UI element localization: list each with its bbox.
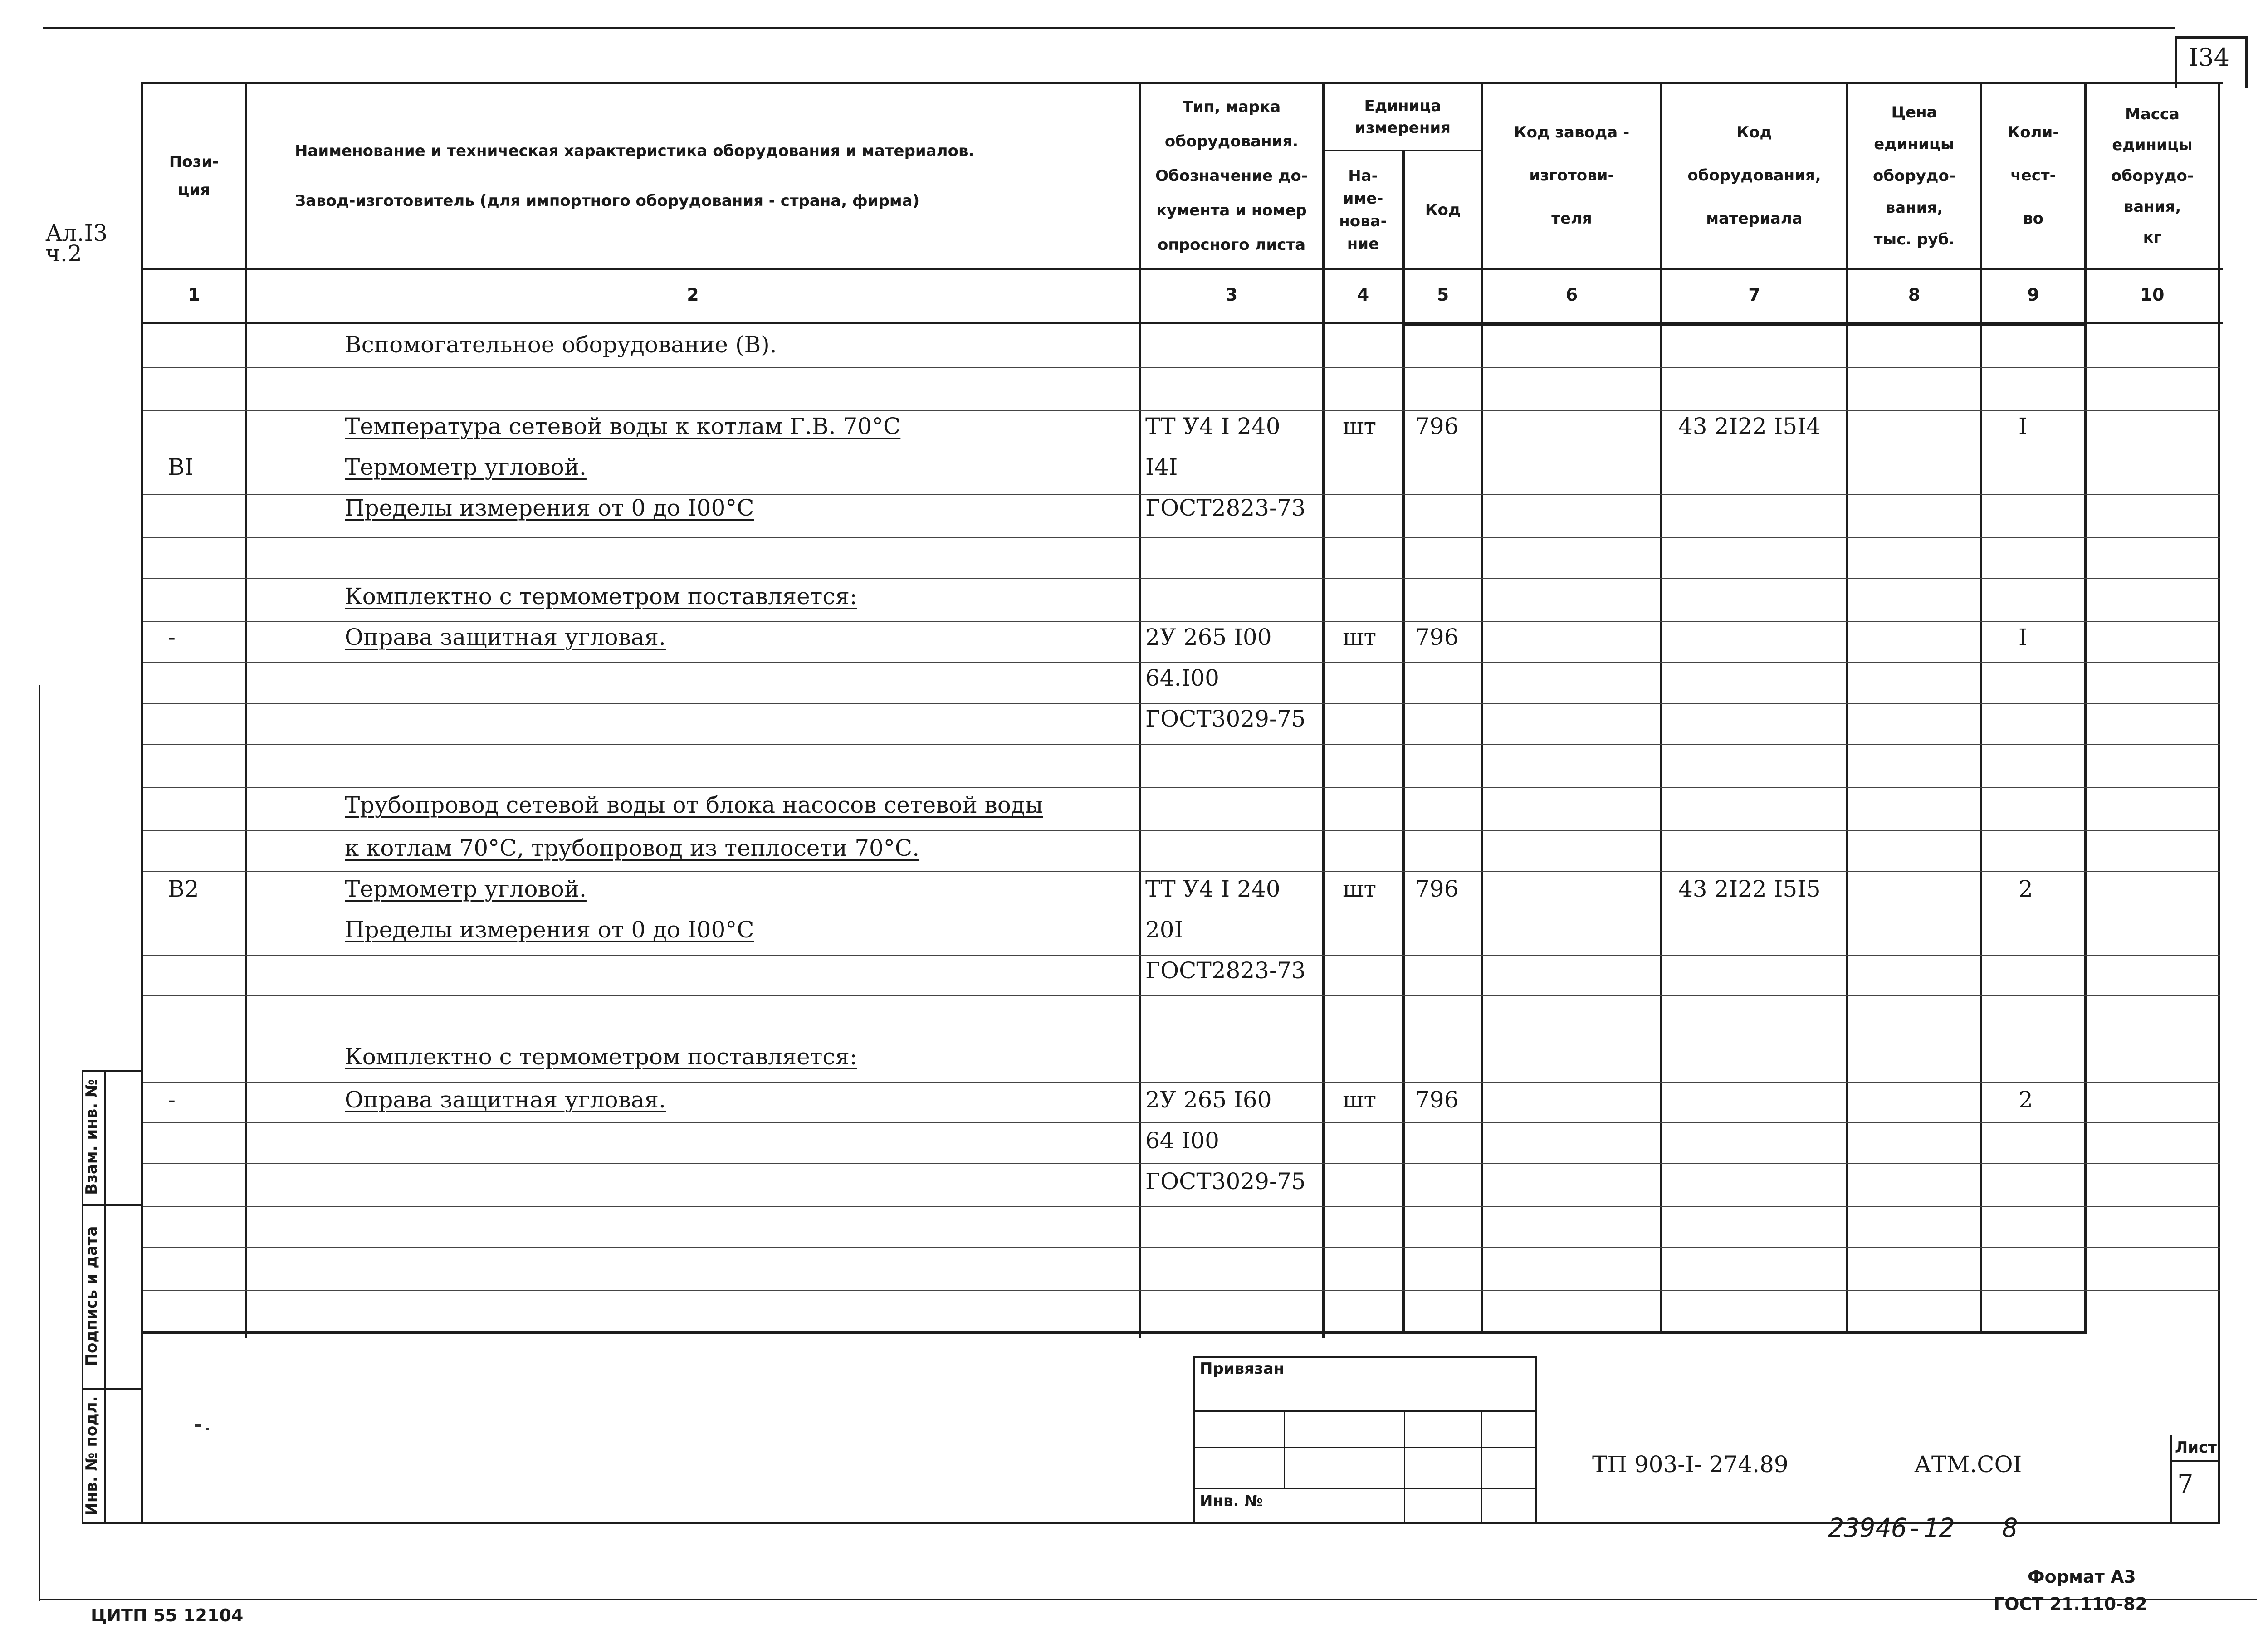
header-unit-code: Код — [1425, 200, 1461, 219]
row-separator — [143, 1082, 2220, 1083]
name-cell: Термометр угловой. — [345, 876, 587, 902]
quantity-cell: 2 — [2019, 1087, 2033, 1113]
doc-code: ТП 903-I- 274.89 — [1592, 1451, 1789, 1478]
equipment-code-cell: 43 2I22 I5I5 — [1678, 876, 1821, 902]
header-equipment-code: Код оборудования, материала — [1687, 123, 1821, 228]
unit-name-cell: шт — [1343, 1087, 1377, 1113]
col-number-8: 8 — [1908, 285, 1921, 305]
type-cell: ГОСТ3029-75 — [1145, 706, 1306, 732]
col-number-9: 9 — [2027, 285, 2039, 305]
name-cell: Вспомогательное оборудование (В). — [345, 332, 777, 358]
header-name: Наименование и техническая характеристика оборудования и материалов. Завод-изготовитель (для импортного оборудования - страна, фирма) — [295, 141, 974, 210]
quantity-cell: I — [2019, 624, 2028, 650]
row-separator — [143, 1290, 2220, 1291]
position-cell: ВI — [168, 454, 194, 480]
header-unit: Единица измерения — [1355, 97, 1451, 137]
header-factory-code: Код завода - изготови- теля — [1514, 123, 1630, 228]
position-cell: - — [168, 1087, 176, 1113]
position-cell: В2 — [168, 876, 199, 902]
unit-code-cell: 796 — [1415, 1087, 1459, 1113]
header-mass: Масса единицы оборудо- вания, кг — [2111, 105, 2194, 247]
stamp-inv-label: Инв. № — [1200, 1492, 1263, 1510]
col-number-1: 1 — [188, 285, 200, 305]
type-cell: ГОСТ2823-73 — [1145, 495, 1306, 521]
scan-speck — [206, 1428, 209, 1430]
side-stamp-replaced-inv: Взам. инв. № — [83, 1079, 101, 1195]
type-cell: 64 I00 — [1145, 1127, 1219, 1154]
sheet-number: I34 — [2188, 43, 2230, 72]
row-separator — [143, 367, 2220, 368]
row-separator — [143, 871, 2220, 872]
row-separator — [143, 744, 2220, 745]
name-cell: Пределы измерения от 0 до I00°С — [345, 917, 754, 943]
row-separator — [143, 1247, 2220, 1248]
doc-mark: АТМ.СОI — [1914, 1451, 2022, 1478]
scan-speck — [195, 1424, 201, 1427]
row-separator — [143, 955, 2220, 956]
row-separator — [143, 537, 2220, 538]
name-cell: Термометр угловой. — [345, 454, 587, 480]
row-separator — [143, 787, 2220, 788]
type-cell: ГОСТ2823-73 — [1145, 957, 1306, 984]
name-cell: Температура сетевой воды к котлам Г.В. 70°С — [345, 413, 901, 439]
row-separator — [143, 830, 2220, 831]
gost-label: ГОСТ 21.110-82 — [1994, 1594, 2147, 1614]
type-cell: ГОСТ3029-75 — [1145, 1168, 1306, 1195]
row-separator — [143, 662, 2220, 663]
unit-code-cell: 796 — [1415, 413, 1459, 439]
type-cell: 64.I00 — [1145, 665, 1219, 691]
citp-label: ЦИТП 55 12104 — [91, 1605, 244, 1625]
name-cell: Комплектно с термометром поставляется: — [345, 583, 857, 610]
col-number-7: 7 — [1748, 285, 1760, 305]
type-cell: 2У 265 I60 — [1145, 1087, 1272, 1113]
unit-name-cell: шт — [1343, 624, 1377, 650]
quantity-cell: 2 — [2019, 876, 2033, 902]
name-cell: Оправа защитная угловая. — [345, 624, 666, 650]
name-cell: Пределы измерения от 0 до I00°С — [345, 495, 754, 521]
unit-code-cell: 796 — [1415, 876, 1459, 902]
type-cell: ТТ У4 I 240 — [1145, 413, 1281, 439]
row-separator — [143, 410, 2220, 411]
row-separator — [143, 1163, 2220, 1164]
header-position: Пози- ция — [169, 152, 219, 199]
col-number-2: 2 — [687, 285, 699, 305]
stamp-privyazan-label: Привязан — [1200, 1360, 1285, 1378]
side-stamp-original-inv: Инв. № подл. — [83, 1396, 101, 1516]
name-cell: Трубопровод сетевой воды от блока насосов сетевой воды — [345, 792, 1043, 818]
row-separator — [143, 1206, 2220, 1207]
handwritten-number: 23946-12 8 — [1828, 1512, 2019, 1543]
col-number-5: 5 — [1437, 285, 1449, 305]
name-cell: Комплектно с термометром поставляется: — [345, 1044, 857, 1070]
row-separator — [143, 578, 2220, 579]
name-cell: к котлам 70°С, трубопровод из теплосети 70°С. — [345, 835, 920, 861]
quantity-cell: I — [2019, 413, 2028, 439]
name-cell: Оправа защитная угловая. — [345, 1087, 666, 1113]
row-separator — [143, 995, 2220, 996]
side-label-line1: Ал.I3 — [45, 220, 108, 246]
row-separator — [143, 1122, 2220, 1123]
col-number-6: 6 — [1565, 285, 1578, 305]
header-unit-name: На- име- нова- ние — [1339, 166, 1387, 253]
unit-name-cell: шт — [1343, 876, 1377, 902]
type-cell: 20I — [1145, 917, 1183, 943]
row-separator — [143, 621, 2220, 622]
equipment-code-cell: 43 2I22 I5I4 — [1678, 413, 1821, 439]
side-stamp-signature-date: Подпись и дата — [83, 1226, 101, 1366]
row-separator — [143, 703, 2220, 704]
header-price: Цена единицы оборудо- вания, тыс. руб. — [1873, 103, 1955, 249]
type-cell: 2У 265 I00 — [1145, 624, 1272, 650]
list-label: Лист — [2175, 1439, 2217, 1457]
header-quantity: Коли- чест- во — [2007, 123, 2059, 228]
header-type: Тип, марка оборудования. Обозначение до- кумента и номер опросного листа — [1155, 98, 1308, 254]
side-label-line2: ч.2 — [45, 240, 82, 267]
format-label: Формат А3 — [2028, 1567, 2136, 1587]
list-value: 7 — [2177, 1469, 2194, 1499]
unit-name-cell: шт — [1343, 413, 1377, 439]
col-number-10: 10 — [2140, 285, 2165, 305]
col-number-3: 3 — [1225, 285, 1238, 305]
unit-code-cell: 796 — [1415, 624, 1459, 650]
type-cell: I4I — [1145, 454, 1178, 480]
col-number-4: 4 — [1357, 285, 1369, 305]
position-cell: - — [168, 624, 176, 650]
type-cell: ТТ У4 I 240 — [1145, 876, 1281, 902]
